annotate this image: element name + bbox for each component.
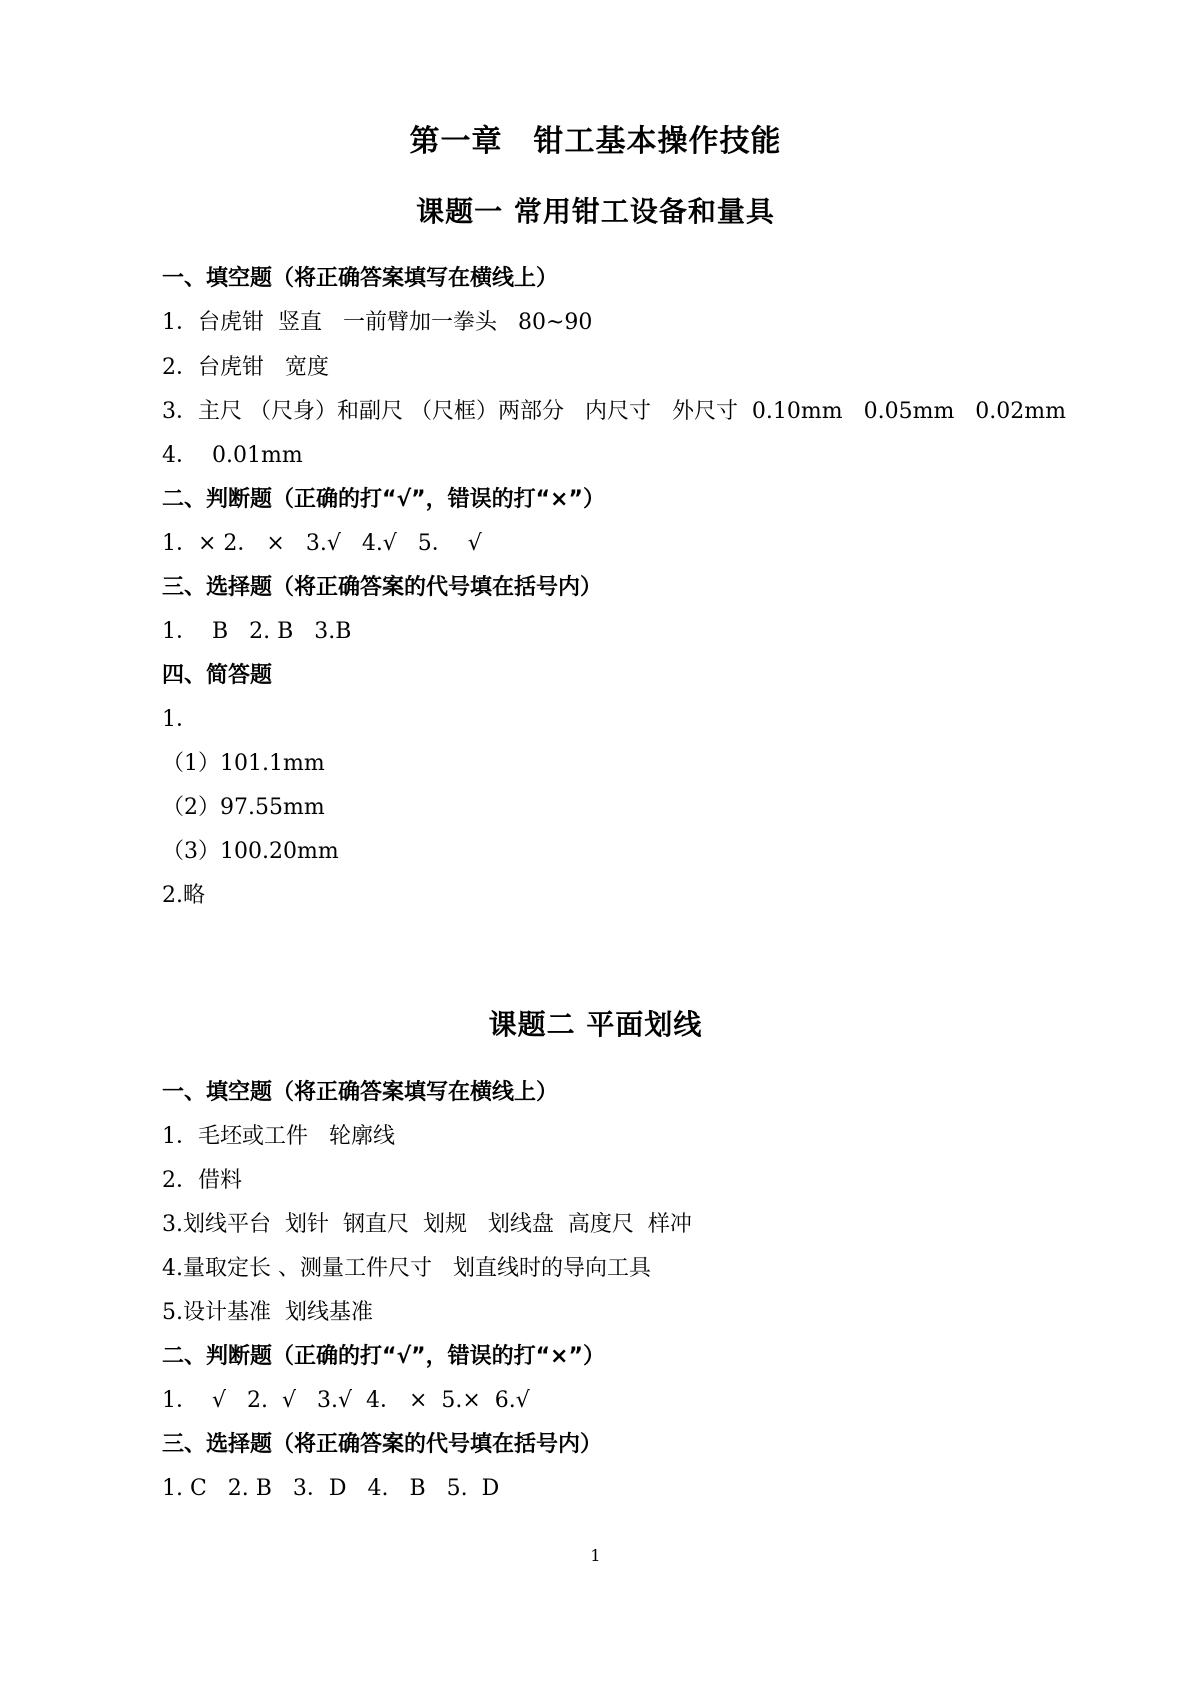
topic1-judge-heading: 二、判断题（正确的打“√”，错误的打“×”） [162, 487, 605, 512]
topic1-fill-line-2: 2．台虎钳 宽度 [162, 355, 329, 380]
topic2-title: 课题二 平面划线 [488, 1008, 703, 1041]
topic1-fill-heading: 一、填空题（将正确答案填写在横线上） [162, 266, 559, 291]
topic2-fill-line-5: 5.设计基准 划线基准 [162, 1300, 373, 1325]
topic1-short-line-1: 1． [162, 707, 198, 732]
topic2-fill-line-2: 2．借料 [162, 1168, 242, 1193]
topic1-short-heading: 四、简答题 [162, 663, 273, 688]
topic1-choice-heading: 三、选择题（将正确答案的代号填在括号内） [162, 575, 603, 600]
chapter-title: 第一章 钳工基本操作技能 [409, 124, 782, 159]
topic2-judge-heading: 二、判断题（正确的打“√”，错误的打“×”） [162, 1344, 605, 1369]
topic2-judge-answers: 1． √ 2. √ 3.√ 4． × 5.× 6.√ [162, 1388, 530, 1413]
topic2-choice-heading: 三、选择题（将正确答案的代号填在括号内） [162, 1432, 603, 1457]
topic1-short-line-5: 2.略 [162, 883, 205, 908]
topic2-fill-line-4: 4.量取定长 、测量工件尺寸 划直线时的导向工具 [162, 1256, 651, 1281]
topic1-judge-answers: 1．× 2． × 3.√ 4.√ 5． √ [162, 531, 482, 556]
topic2-fill-line-3: 3.划线平台 划针 钢直尺 划规 划线盘 高度尺 样冲 [162, 1212, 692, 1237]
topic2-fill-heading: 一、填空题（将正确答案填写在横线上） [162, 1080, 559, 1105]
page-number: 1 [590, 1546, 601, 1565]
topic1-short-line-2: （1）101.1mm [162, 751, 325, 776]
topic2-fill-line-1: 1．毛坯或工件 轮廓线 [162, 1124, 395, 1149]
topic1-title: 课题一 常用钳工设备和量具 [416, 195, 775, 228]
topic2-choice-answers: 1. C 2. B 3．D 4. B 5. D [162, 1476, 500, 1501]
topic1-fill-line-1: 1．台虎钳 竖直 一前臂加一拳头 80~90 [162, 310, 593, 335]
topic1-choice-answers: 1． B 2. B 3.B [162, 619, 352, 644]
topic1-short-line-3: （2）97.55mm [162, 795, 325, 820]
topic1-fill-line-3: 3．主尺 （尺身）和副尺 （尺框）两部分 内尺寸 外尺寸 0.10mm 0.05mm 0.02mm [162, 399, 1067, 424]
topic1-short-line-4: （3）100.20mm [162, 839, 339, 864]
topic1-fill-line-4: 4． 0.01mm [162, 443, 303, 468]
